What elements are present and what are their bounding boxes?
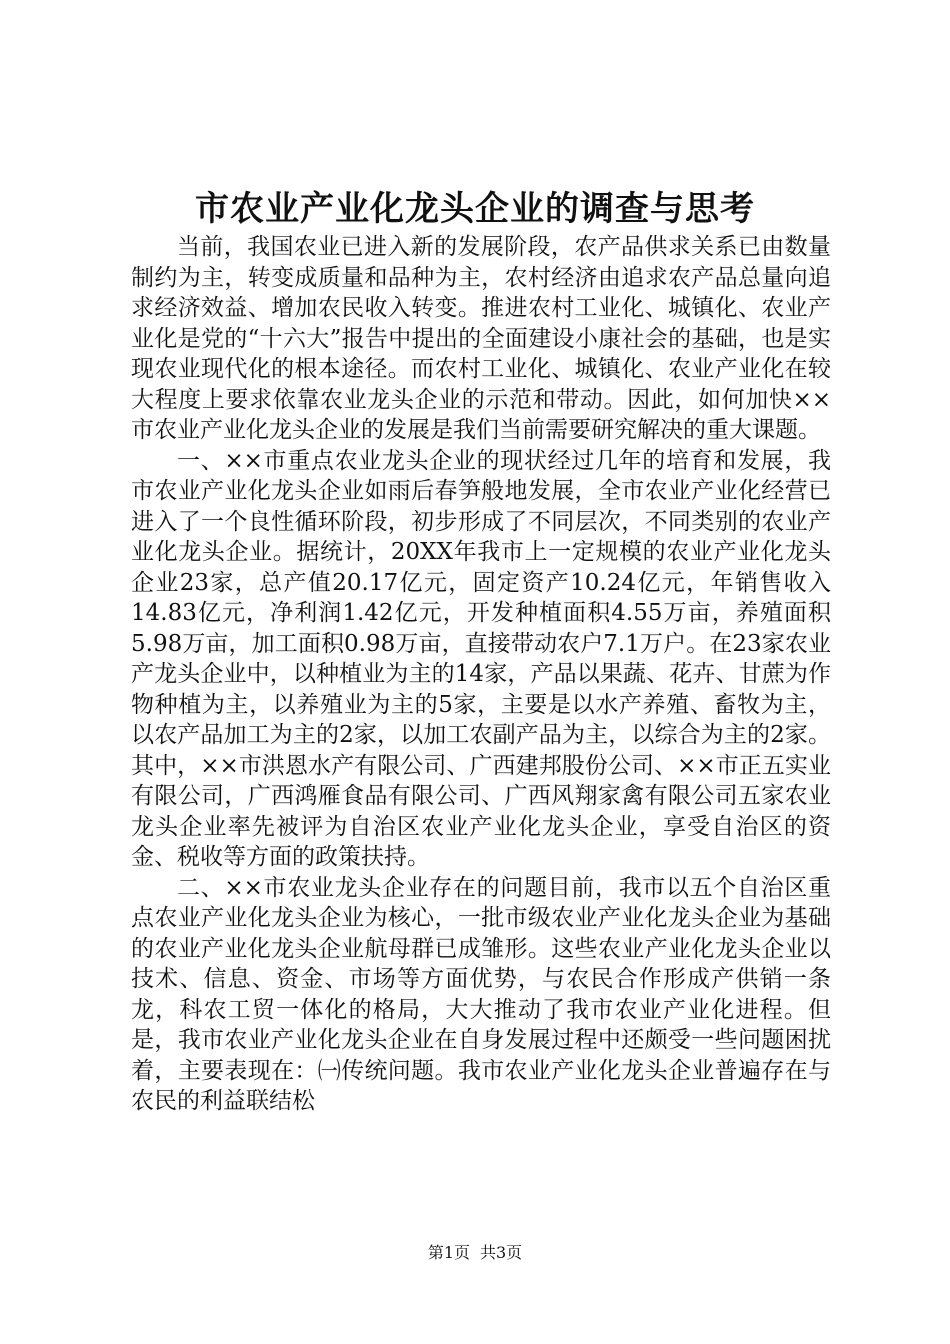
paragraph-section-2: 二、××市农业龙头企业存在的问题目前，我市以五个自治区重点农业产业化龙头企业为核心，一批市级农业产业化龙头企业为基础的农业产业化龙头企业航母群已成雏形。这些农业产业化龙头企业以技术、信息、资金、市场等方面优势，与农民合作形成产供销一条龙，科农工贸一体化的格局，大大推动了我市农业产业化进程。但是，我市农业产业化龙头企业在自身发展过程中还颇受一些问题困扰着，主要表现在：㈠传统问题。我市农业产业化龙头企业普遍存在与农民的利益联结松	[131, 874, 831, 1114]
page-number: 第1页	[427, 1243, 470, 1262]
page-total: 共3页	[480, 1243, 523, 1262]
paragraph-section-1: 一、××市重点农业龙头企业的现状经过几年的培育和发展，我市农业产业化龙头企业如雨后春笋般地发展，全市农业产业化经营已进入了一个良性循环阶段，初步形成了不同层次，不同类别的农业产业化龙头企业。据统计，20XX年我市上一定规模的农业产业化龙头企业23家，总产值20.17亿元，固定资产10.24亿元，年销售收入14.83亿元，净利润1.42亿元，开发种植面积4.55万亩，养殖面积5.98万亩，加工面积0.98万亩，直接带动农户7.1万户。在23家农业产龙头企业中，以种植业为主的14家，产品以果蔬、花卉、甘蔗为作物种植为主，以养殖业为主的5家，主要是以水产养殖、畜牧为主，以农产品加工为主的2家，以加工农副产品为主，以综合为主的2家。其中，××市洪恩水产有限公司、广西建邦股份公司、××市正五实业有限公司，广西鸿雁食品有限公司、广西风翔家禽有限公司五家农业龙头企业率先被评为自治区农业产业化龙头企业，享受自治区的资金、税收等方面的政策扶持。	[131, 447, 831, 870]
paragraph-intro: 当前，我国农业已进入新的发展阶段，农产品供求关系已由数量制约为主，转变成质量和品种为主，农村经济由追求农产品总量向追求经济效益、增加农民收入转变。推进农村工业化、城镇化、农业产业化是党的“十六大”报告中提出的全面建设小康社会的基础，也是实现农业现代化的根本途径。而农村工业化、城镇化、农业产业化在较大程度上要求依靠农业龙头企业的示范和带动。因此，如何加快××市农业产业化龙头企业的发展是我们当前需要研究解决的重大课题。	[131, 234, 831, 443]
document-title: 市农业产业化龙头企业的调查与思考	[195, 189, 755, 229]
document-body	[131, 232, 831, 1117]
page-footer	[0, 1242, 950, 1264]
